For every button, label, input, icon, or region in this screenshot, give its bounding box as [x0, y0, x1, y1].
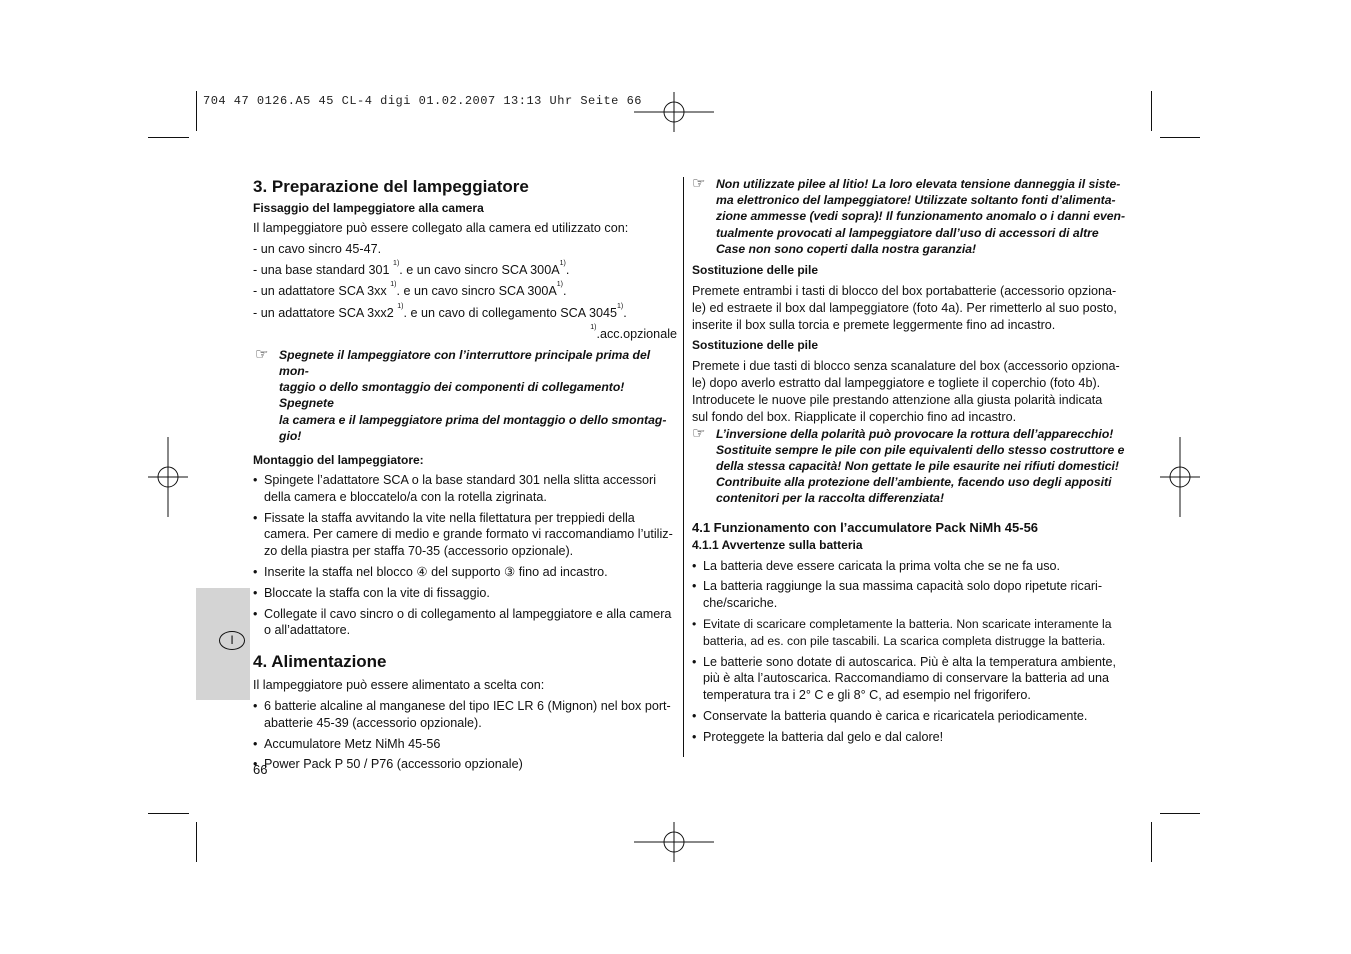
- option-4: - un adattatore SCA 3xx2 $^{1)}$. e un cavo di collegamento SCA 3045$^{1)}$.: [253, 303, 627, 321]
- replace-batteries-heading: Sostituzione delle pile: [692, 338, 819, 353]
- section-3-title: 3. Preparazione del lampeggiatore: [253, 177, 529, 196]
- fixing-heading: Fissaggio del lampeggiatore alla camera: [253, 201, 484, 215]
- section-4-1-title: 4.1 Funzionamento con l’accumulatore Pack NiMh 45-56: [692, 519, 1039, 535]
- replace-batteries-heading: Sostituzione delle pile: [692, 263, 819, 278]
- warning-block: ☞ Spegnete il lampeggiatore con l’interruttore principale prima del mon- taggio o dello smontaggio dei componenti di collegamento! Spegnete la camera e il lampeggiatore prima del montaggio o dello smontag- gio!: [255, 345, 667, 443]
- battery-bullet: • La batteria deve essere caricata la prima volta che se ne fa uso.: [692, 558, 1132, 575]
- mount-bullet: • Inserite la staffa nel blocco ④ del supporto ③ fino ad incastro.: [253, 564, 677, 581]
- footnote: $^{1)}$.acc.opzionale: [590, 323, 677, 341]
- option-2: - una base standard 301 $^{1)}$. e un cavo sincro SCA $300A^{1)}$.: [253, 259, 570, 277]
- battery-bullet: • La batteria raggiunge la sua massima capacità solo dopo ripetute ricari- che/scariche.: [692, 578, 1132, 612]
- left-column: [253, 176, 677, 773]
- section-4-1-1-title: 4.1.1 Avvertenze sulla batteria: [692, 537, 863, 552]
- polarity-warning: ☞ L’inversione della polarità può provocare la rottura dell’apparecchio! Sostituite sempre le pile con pile equivalenti dello stesso costruttore e della stessa capacità! Non gettate le pile esaurite nei rifiuti domestici! Contribuite alla protezione dell’ambiente, facendo uso degli appositi contenitori per la raccolta differenziata!: [692, 424, 1125, 506]
- lithium-warning: ☞ Non utilizzate pilee al litio! La loro elevata tensione danneggia il siste- ma elettronico del lampeggiatore! Utilizzate soltanto fonti d’alimenta- zione ammesse (vedi sopra)! Il funzionamento anomalo o i danni even- tualmente provocati al lampeggiatore dall’uso di accessori di altre Case non sono coperti dalla nostra garanzia!: [692, 175, 1126, 256]
- pointing-hand-icon: ☞: [692, 175, 706, 192]
- section-4-title: 4. Alimentazione: [253, 652, 387, 672]
- print-slug: 704 47 0126.A5 45 CL-4 digi 01.02.2007 13:13 Uhr Seite 66: [203, 94, 642, 108]
- language-tab-label: I: [219, 631, 245, 650]
- power-bullet: • Power Pack P 50 / P76 (accessorio opzionale): [253, 756, 677, 773]
- fixing-intro: Il lampeggiatore può essere collegato alla camera ed utilizzato con:: [253, 221, 629, 235]
- option-3: - un adattatore SCA 3xx $^{1)}$. e un cavo sincro SCA $300A^{1)}$.: [253, 281, 567, 299]
- battery-bullet: • Proteggete la batteria dal gelo e dal calore!: [692, 729, 1132, 746]
- pointing-hand-icon: ☞: [255, 345, 269, 363]
- right-column: ☞ Non utilizzate pilee al litio! La loro elevata tensione danneggia il siste- ma elettronico del lampeggiatore! Utilizzate soltanto fonti d’alimenta- zione ammesse (vedi sopra)! Il funzionamento anomalo o i danni even- tualmente provocati al lampeggiatore dall’uso di accessori di altre Case non sono coperti dalla nostra garanzia! Sostituzione delle pile Premete entrambi i tasti di blocco del box portabatterie (accessorio opziona- le) ed estraete il box dal lampeggiatore (foto 4a). Per rimetterlo al suo posto, inserite il box sulla torcia e premete leggermente fino ad incastro. Sostituzione delle pile Premete i due tasti di blocco senza scanalature del box (accessorio opziona- le) dopo averlo estratto dal lampeggiatore e togliete il coperchio (foto 4b). Introducete le nuove pile prestando attenzione alla giusta polarità indicata sul fondo del box. Riapplicate il coperchio fino ad incastro. ☞ L’inversione della polarità può provocare la rottura dell’apparecchio! Sostituite sempre le pile con pile equivalenti dello stesso costruttore e della stessa capacità! Non gettate le pile esaurite nei rifiuti domestici! Contribuite alla protezione dell’ambiente, facendo uso degli appositi contenitori per la raccolta differenziata! 4.1 Funzionamento con l’accumulatore Pack NiMh 45-56 4.1.1 Avvertenze sulla batteria • La batteria deve essere caricata la prima volta che se ne fa uso. • La batteria raggiunge la sua massima capacità solo dopo ripetute ricari- che/scariche. • Evitate di scaricare completamente la batteria. Non scaricate interamente la batteria, ad es. con pile tascabili. La scarica completa distrugge la batteria. • Le batterie sono dotate di autoscarica. Più è alta la temperatura ambiente, più è alta l’autoscarica. Raccomandiamo di conservare la batteria ad una temperatura tra i 2° C e gli 8° C, ad esempio nel frigorifero. • Conservate la batteria quando è carica e ricaricatela periodicamente. • Proteggete la batteria dal gelo e dal calore!: [692, 176, 1132, 746]
- option-1: - un cavo sincro 45-47.: [253, 241, 382, 256]
- power-bullet: • 6 batterie alcaline al manganese del tipo IEC LR 6 (Mignon) nel box port- abatterie 45-39 (accessorio opzionale).: [253, 698, 677, 732]
- pointing-hand-icon: ☞: [692, 424, 706, 442]
- battery-bullet: • Le batterie sono dotate di autoscarica. Più è alta la temperatura ambiente, più è alta l’autoscarica. Raccomandiamo di conservare la batteria ad una temperatura tra i 2° C e gli 8° C, ad esempio nel frigorifero.: [692, 654, 1132, 704]
- power-intro: Il lampeggiatore può essere alimentato a scelta con:: [253, 678, 545, 693]
- page-number: 66: [253, 762, 268, 777]
- battery-bullet: • Evitate di scaricare completamente la batteria. Non scaricate interamente la batteria, ad es. con pile tascabili. La scarica completa distrugge la batteria.: [692, 616, 1132, 650]
- battery-bullet: • Conservate la batteria quando è carica e ricaricatela periodicamente.: [692, 708, 1132, 725]
- mount-bullet: • Collegate il cavo sincro o di collegamento al lampeggiatore e alla camera o all’adattatore.: [253, 606, 677, 640]
- mount-heading: Montaggio del lampeggiatore:: [253, 453, 424, 467]
- power-bullet: • Accumulatore Metz NiMh 45-56: [253, 736, 677, 753]
- mount-bullet: • Bloccate la staffa con la vite di fissaggio.: [253, 585, 677, 602]
- mount-bullet: • Spingete l’adattatore SCA o la base standard 301 nella slitta accessori della camera e bloccatelo/a con la rotella zigrinata.: [253, 472, 677, 506]
- column-divider: [683, 177, 684, 757]
- mount-bullet: • Fissate la staffa avvitando la vite nella filettatura per treppiedi della camera. Per camere di medio e grande formato vi raccomandiamo l’utiliz- zo della piastra per staffa 70-35 (accessorio opzionale).: [253, 510, 677, 560]
